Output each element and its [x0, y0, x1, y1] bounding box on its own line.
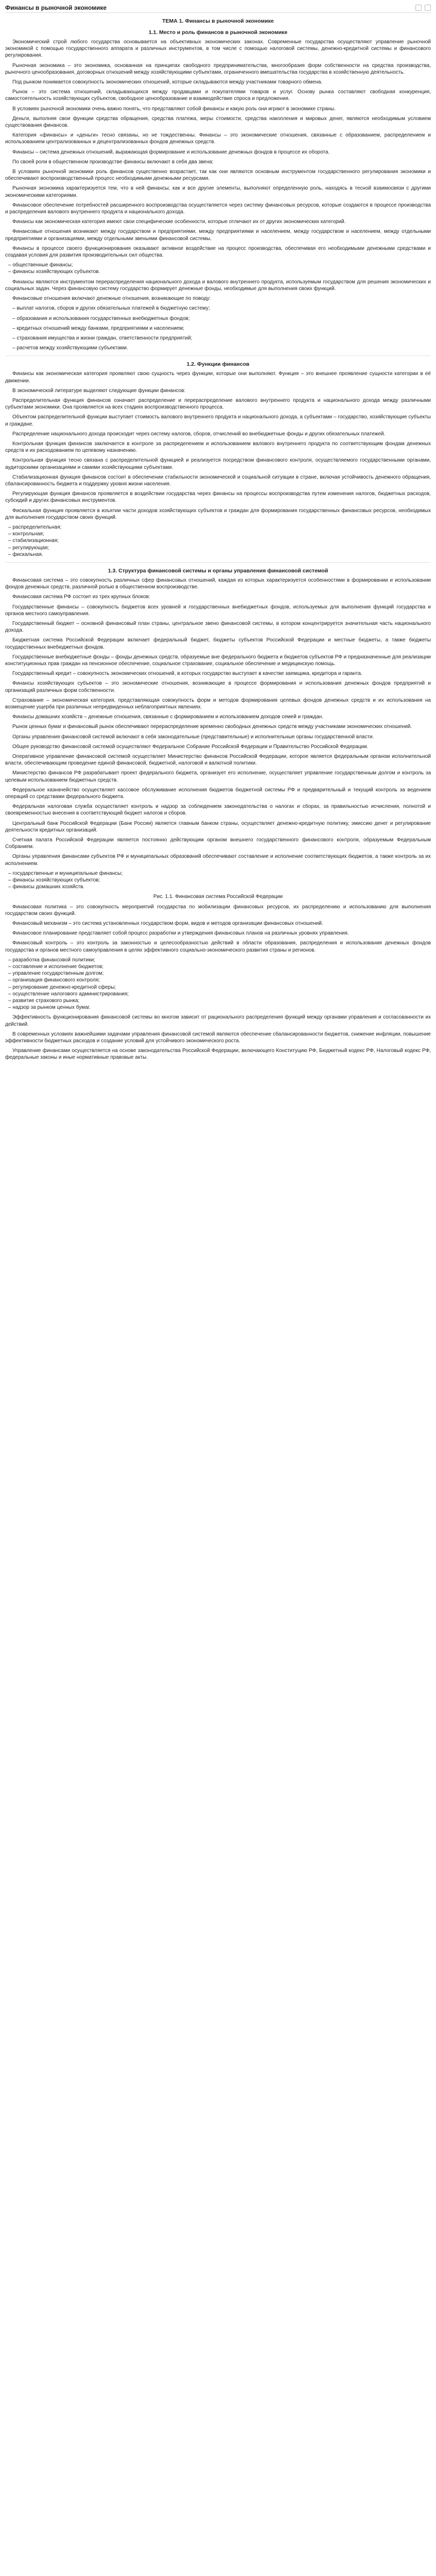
topic-heading: ТЕМА 1. Финансы в рыночной экономике: [162, 18, 274, 24]
list-item: – финансы хозяйствующих субъектов.: [8, 269, 100, 275]
share-icon[interactable]: [425, 5, 431, 11]
paragraph: Финансовая политика – это совокупность мероприятий государства по мобилизации финансовых ресурсов, их распределению и использованию для выполнения государством своих функций.: [5, 904, 431, 917]
paragraph: Распределение национального дохода происходит через систему налогов, сборов, отчислений во внебюджетные фонды и других обязательных платежей.: [12, 431, 386, 437]
paragraph: Контрольная функция финансов заключается в контроле за распределением и использованием валового внутреннего продукта по соответствующим фондам денежных средств и их расходованием по целевому назначению.: [5, 440, 431, 454]
paragraph: Государственный бюджет – основной финансовый план страны, центральное звено финансовой системы, в котором концентрируется значительная часть национального дохода.: [5, 621, 431, 634]
bullet-list: [5, 524, 431, 558]
paragraph: Рыночная экономика характеризуется тем, что в ней финансы, как и все другие элементы, выполняют определенную роль, находясь в тесной взаимосвязи с другими экономическими категориями.: [5, 185, 431, 198]
paragraph: Финансы – система денежных отношений, выражающая формирование и использование денежных фондов в процессе их оборота.: [12, 149, 330, 155]
header-icons: [415, 5, 431, 11]
bullet-list: [5, 262, 431, 275]
paragraph: Счетная палата Российской Федерации является постоянно действующим органом внешнего государственного финансового контроля, образуемым Федеральным Собранием.: [5, 837, 431, 850]
paragraph: Общее руководство финансовой системой осуществляют Федеральное Собрание Российской Федерации и Правительство Российской Федерации.: [12, 743, 369, 750]
paragraph: Регулирующая функция финансов проявляется в воздействии государства через финансы на процессы воспроизводства путем изменения налогов, бюджетных расходов, субсидий и других финансовых инструментов.: [5, 491, 431, 504]
paragraph: Страхование – экономическая категория, представляющая совокупность форм и методов формирования целевых фондов денежных средств и их использования на возмещение ущерба при различных непредвиденных неблагоприятных явлениях.: [5, 697, 431, 710]
paragraph: В экономической литературе выделяют следующие функции финансов:: [12, 387, 186, 394]
paragraph: Финансовая система РФ состоит из трех крупных блоков:: [12, 594, 150, 600]
paragraph: – страхования имущества и жизни граждан, ответственности предприятий;: [12, 335, 193, 341]
list-item: – развитие страхового рынка;: [8, 997, 80, 1004]
paragraph: Финансовые отношения включают денежные отношения, возникающие по поводу:: [12, 296, 211, 302]
paragraph: Контрольная функция тесно связана с распределительной функцией и реализуется посредством финансового контроля, осуществляемого государственными органами, аудиторскими организациями и самими хозяйствующими субъектами.: [5, 457, 431, 470]
paragraph: Государственные внебюджетные фонды – фонды денежных средств, образуемые вне федерального бюджета и бюджетов субъектов РФ и предназначенные для реализации конституционных прав граждан на пенсионное обеспечение, социальное страхование, социальное обеспечение и медицинскую помощь.: [5, 654, 431, 667]
list-item: – управление государственным долгом;: [8, 971, 104, 977]
list-item: – надзор за рынком ценных бумаг.: [8, 1005, 91, 1011]
list-item: – регулирование денежно-кредитной сферы;: [8, 984, 116, 990]
paragraph: – кредитных отношений между банками, предприятиями и населением;: [12, 325, 184, 331]
list-item: – распределительная;: [8, 524, 62, 530]
paragraph: Финансы как экономическая категория проявляют свою сущность через функции, которые они выполняют. Функция – это внешнее проявление сущности категории в её движении.: [5, 371, 431, 384]
paragraph: Рынок – это система отношений, складывающихся между продавцами и покупателями товаров и услуг. Основу рынка составляют свободная конкуренция, самостоятельность хозяйствующих субъектов, свободное ценообразование и взаимодействие спроса и предложения.: [5, 89, 431, 102]
list-item: – разработка финансовой политики;: [8, 957, 95, 963]
paragraph: Министерство финансов РФ разрабатывает проект федерального бюджета, организует его исполнение, осуществляет управление государственным долгом и контроль за целевым использованием бюджетных средств.: [5, 770, 431, 783]
paragraph: Финансовая система – это совокупность различных сфер финансовых отношений, каждая из которых характеризуется особенностями в формировании и использовании фондов денежных средств, различной ролью в общественном воспроизводстве.: [5, 577, 431, 590]
paragraph: Финансы домашних хозяйств – денежные отношения, связанные с формированием и использованием доходов семей и граждан.: [12, 714, 324, 720]
section-heading-1-1: 1.1. Место и роль финансов в рыночной экономике: [148, 29, 288, 36]
list-item: – составление и исполнение бюджетов;: [8, 963, 103, 970]
paragraph: Государственные финансы – совокупность бюджетов всех уровней и государственных внебюджетных фондов, используемых для выполнения функций государства и органов местного самоуправления.: [5, 604, 431, 617]
list-item: – регулирующая;: [8, 545, 49, 551]
paragraph: Финансы в процессе своего функционирования оказывают активное воздействие на процесс производства, обеспечивая его необходимыми денежными средствами и создавая условия для развития производительных сил общества.: [5, 245, 431, 259]
paragraph: В условиях рыночной экономики очень важно понять, что представляют собой финансы и какую роль они играют в экономике страны.: [12, 106, 336, 112]
divider: [5, 562, 431, 563]
paragraph: Категория «финансы» и «деньги» тесно связаны, но не тождественны. Финансы – это экономические отношения, связанные с образованием, распределением и использованием централизованных и децентрализованных фондов денежных средств.: [5, 132, 431, 145]
paragraph: Фискальная функция проявляется в изъятии части доходов хозяйствующих субъектов и граждан для формирования государственных финансовых ресурсов, необходимых для выполнения государством своих функций.: [5, 507, 431, 520]
paragraph: Органы управления финансами субъектов РФ и муниципальных образований обеспечивают составление и исполнение соответствующих бюджетов, а также контроль за их исполнением.: [5, 854, 431, 867]
paragraph: – образования и использования государственных внебюджетных фондов;: [12, 315, 190, 321]
list-item: – финансы хозяйствующих субъектов;: [8, 877, 100, 884]
paragraph: Финансы являются инструментом перераспределения национального дохода и валового внутреннего продукта, используемым государством для решения экономических и социальных задач. Через финансовую систему государство формирует денежные фонды, необходимые для выполнения своих функций.: [5, 279, 431, 292]
paragraph: Финансовое планирование представляет собой процесс разработки и утверждения финансовых планов на различных уровнях управления.: [12, 930, 349, 937]
paragraph: Стабилизационная функция финансов состоит в обеспечении стабильности экономической и социальной ситуации в стране, включая устойчивость денежного обращения, сбалансированность бюджета и поддержку уровня жизни населения.: [5, 474, 431, 487]
bullet-list: [5, 870, 431, 891]
list-item: – стабилизационная;: [8, 538, 59, 544]
paragraph: Управление финансами осуществляется на основе законодательства Российской Федерации, включающего Конституцию РФ, Бюджетный кодекс РФ, Налоговый кодекс РФ, федеральные законы и иные нормативные правовые акты.: [5, 1048, 431, 1061]
paragraph: Под рынком понимается совокупность экономических отношений, которые складываются между участниками товарного обмена.: [12, 79, 323, 86]
list-item: – фискальная.: [8, 551, 43, 557]
section-heading-1-3: 1.3. Структура финансовой системы и органы управления финансовой системой: [108, 567, 328, 574]
paragraph: Федеральное казначейство осуществляет кассовое обслуживание исполнения бюджетов бюджетной системы РФ и предварительный и текущий контроль за ведением операций со средствами федерального бюджета.: [5, 787, 431, 800]
list-item: – осуществление налогового администрирования;: [8, 991, 129, 997]
list-item: – финансы домашних хозяйств.: [8, 884, 85, 890]
paragraph: Финансовые отношения возникают между государством и предприятиями, между предприятиями и населением, между государством и населением, между отдельными предприятиями и организациями, между отдельными звеньями финансовой системы.: [5, 229, 431, 242]
document-title: Финансы в рыночной экономике: [5, 4, 107, 11]
list-item: – организация финансового контроля;: [8, 977, 100, 984]
paragraph: Государственный кредит – совокупность экономических отношений, в которых государство выступает в качестве заемщика, кредитора и гаранта.: [12, 671, 362, 677]
paragraph: В современных условиях важнейшими задачами управления финансовой системой являются обеспечение сбалансированности бюджетов, снижение инфляции, повышение эффективности бюджетных расходов и создание условий для устойчивого экономического роста.: [5, 1031, 431, 1044]
paragraph: Органы управления финансовой системой включают в себя законодательные (представительные) и исполнительные органы государственной власти.: [12, 734, 374, 740]
paragraph: Рыночная экономика – это экономика, основанная на принципах свободного предпринимательства, многообразия форм собственности на средства производства, рыночного ценообразования, договорных отношений между хозяйствующими субъектами, ограниченного вмешательства государства в хозяйственную деятельность.: [5, 62, 431, 75]
paragraph: Финансовое обеспечение потребностей расширенного воспроизводства осуществляется через систему финансовых ресурсов, которые создаются в процессе производства и распределения валового внутреннего продукта и национального дохода.: [5, 202, 431, 215]
paragraph: Федеральная налоговая служба осуществляет контроль и надзор за соблюдением законодательства о налогах и сборах, за правильностью исчисления, полнотой и своевременностью внесения в соответствующий бюджет налогов и сборов.: [5, 804, 431, 817]
paragraph: По своей роли в общественном производстве финансы включают в себя два звена:: [12, 159, 214, 165]
paragraph: Деньги, выполняя свои функции средства обращения, средства платежа, меры стоимости, средства накопления и мировых денег, являются необходимым условием существования финансов.: [5, 115, 431, 129]
bullet-list: [5, 957, 431, 1011]
paragraph: Оперативное управление финансовой системой осуществляет Министерство финансов Российской Федерации, которое является федеральным органом исполнительной власти, обеспечивающим проведение единой финансовой, бюджетной, налоговой и валютной политики.: [5, 754, 431, 767]
paragraph: Бюджетная система Российской Федерации включает федеральный бюджет, бюджеты субъектов Российской Федерации и местные бюджеты, а также бюджеты государственных внебюджетных фондов.: [5, 637, 431, 650]
paragraph: В условиях рыночной экономики роль финансов существенно возрастает, так как они являются основным инструментом государственного регулирования экономики и обеспечивают воспроизводственный процесс необходимыми денежными ресурсами.: [5, 169, 431, 182]
print-icon[interactable]: [415, 5, 422, 11]
paragraph: Финансовый контроль – это контроль за законностью и целесообразностью действий в области образования, распределения и использования денежных фондов государства и органов местного самоуправления в целях эффективного социально-экономического развития страны и регионов.: [5, 940, 431, 953]
paragraph: – выплат налогов, сборов и других обязательных платежей в бюджетную систему;: [12, 306, 210, 312]
list-item: – государственные и муниципальные финансы;: [8, 870, 123, 876]
paragraph: Эффективность функционирования финансовой системы во многом зависит от рационального распределения функций между органами управления и согласованности их действий.: [5, 1014, 431, 1027]
paragraph: Объектом распределительной функции выступает стоимость валового внутреннего продукта и национального дохода, а субъектами – государство, хозяйствующие субъекты и граждане.: [5, 414, 431, 427]
paragraph: – расчетов между хозяйствующими субъектами.: [12, 345, 128, 351]
section-heading-1-2: 1.2. Функции финансов: [186, 361, 250, 368]
document-header-bar: [5, 3, 431, 13]
paragraph: Финансы хозяйствующих субъектов – это экономические отношения, возникающие в процессе формирования и использования денежных фондов предприятий и организаций различных форм собственности.: [5, 681, 431, 693]
paragraph: Финансовый механизм – это система установленных государством форм, видов и методов организации финансовых отношений.: [12, 920, 323, 926]
paragraph: Рынок ценных бумаг и финансовый рынок обеспечивают перераспределение временно свободных денежных средств между участниками экономических отношений.: [12, 724, 412, 730]
figure-caption: Рис. 1.1. Финансовая система Российской Федерации: [153, 893, 283, 900]
divider: [5, 355, 431, 356]
paragraph: Распределительная функция финансов означает распределение и перераспределение валового внутреннего продукта и национального дохода между различными субъектами экономики. Она проявляется на всех стадиях воспроизводственного процесса.: [5, 397, 431, 411]
list-item: – общественные финансы;: [8, 262, 73, 268]
paragraph: Центральный банк Российской Федерации (Банк России) является главным банком страны, осуществляет денежно-кредитную политику, эмиссию денег и регулирование деятельности кредитных организаций.: [5, 820, 431, 833]
paragraph: Финансы как экономическая категория имеют свои специфические особенности, которые отличают их от других экономических категорий.: [12, 219, 346, 225]
list-item: – контрольная;: [8, 531, 44, 537]
document-page: [0, 0, 436, 1070]
paragraph: Экономический строй любого государства основывается на объективных экономических законах. Современные государства осуществляют управление рыночной экономикой с помощью государственного аппарата и различных инструментов, в том числе с помощью налоговой системы, денежно-кредитной системы и финансового регулирования.: [5, 39, 431, 59]
